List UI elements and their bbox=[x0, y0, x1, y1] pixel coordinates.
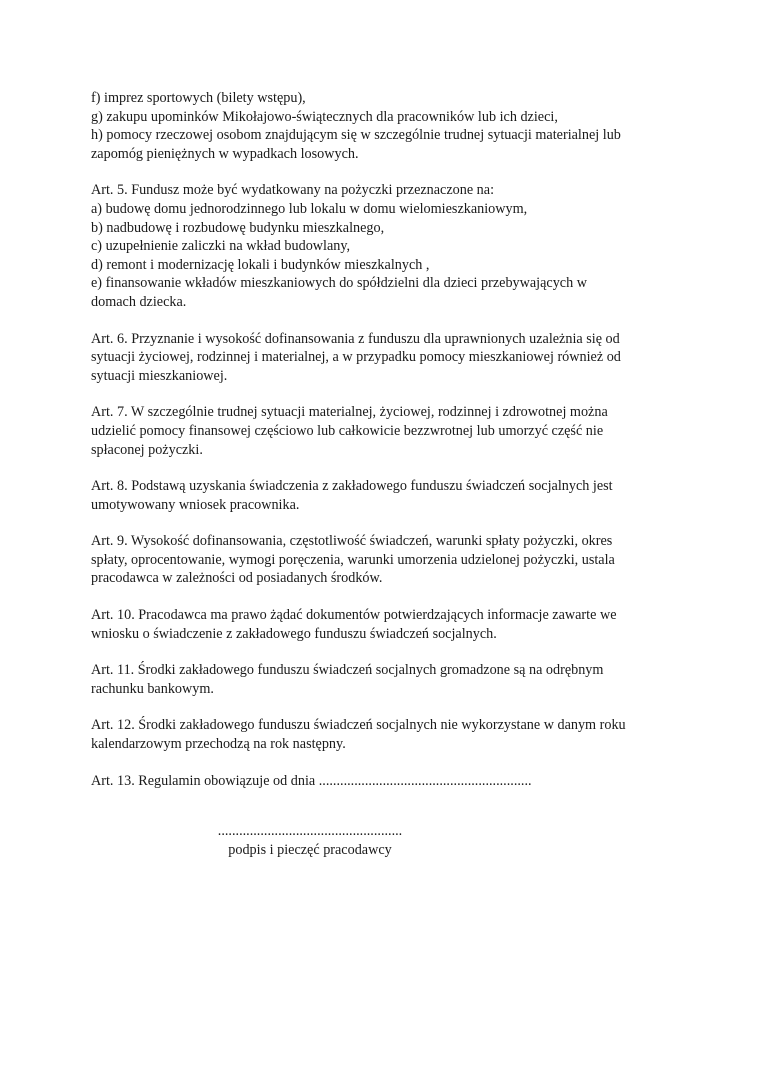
signature-block bbox=[205, 822, 415, 860]
signature-line: .................................................... bbox=[217, 823, 403, 839]
paragraph-art-13 bbox=[91, 772, 681, 791]
text-line: udzielić pomocy finansowej częściowo lub całkowicie bezzwrotnej lub umorzyć część nie bbox=[91, 422, 604, 439]
text-line: sytuacji mieszkaniowej. bbox=[91, 367, 228, 384]
text-line: Art. 6. Przyznanie i wysokość dofinansowania z funduszu dla uprawnionych uzależnia się od bbox=[91, 330, 620, 347]
text-line: pracodawca w zależności od posiadanych środków. bbox=[91, 570, 383, 587]
paragraph-art-12 bbox=[91, 716, 681, 753]
text-line: kalendarzowym przechodzą na rok następny. bbox=[91, 736, 346, 753]
text-line: Art. 7. W szczególnie trudnej sytuacji materialnej, życiowej, rodzinnej i zdrowotnej można bbox=[91, 404, 608, 421]
text-line: Art. 10. Pracodawca ma prawo żądać dokumentów potwierdzających informacje zawarte we bbox=[91, 607, 617, 624]
text-line: d) remont i modernizację lokali i budynków mieszkalnych , bbox=[91, 256, 430, 273]
signature-label: podpis i pieczęć pracodawcy bbox=[228, 842, 392, 858]
text-line: Art. 11. Środki zakładowego funduszu świadczeń socjalnych gromadzone są na odrębnym bbox=[91, 662, 604, 679]
text-line: spłaty, oprocentowanie, wymogi poręczenia, warunki umorzenia udzielonej pożyczki, ustala bbox=[91, 551, 615, 568]
text-line: zapomóg pieniężnych w wypadkach losowych. bbox=[91, 145, 359, 162]
text-line: Art. 9. Wysokość dofinansowania, częstotliwość świadczeń, warunki spłaty pożyczki, okres bbox=[91, 533, 613, 550]
text-line: spłaconej pożyczki. bbox=[91, 441, 203, 458]
text-line: rachunku bankowym. bbox=[91, 680, 214, 697]
text-line: e) finansowanie wkładów mieszkaniowych do spółdzielni dla dzieci przebywających w bbox=[91, 275, 587, 292]
text-line: Art. 13. Regulamin obowiązuje od dnia ............................................................ bbox=[91, 772, 532, 789]
text-line: Art. 12. Środki zakładowego funduszu świadczeń socjalnych nie wykorzystane w danym roku bbox=[91, 717, 626, 734]
text-line: Art. 8. Podstawą uzyskania świadczenia z zakładowego funduszu świadczeń socjalnych jest bbox=[91, 478, 613, 495]
text-line: domach dziecka. bbox=[91, 293, 187, 310]
paragraph-art-10 bbox=[91, 606, 681, 643]
text-line: f) imprez sportowych (bilety wstępu), bbox=[91, 90, 306, 106]
paragraph-art-5 bbox=[91, 181, 681, 311]
paragraph-art-8 bbox=[91, 477, 681, 514]
paragraph-art-7 bbox=[91, 403, 681, 459]
text-line: a) budowę domu jednorodzinnego lub lokalu w domu wielomieszkaniowym, bbox=[91, 200, 528, 217]
document-body bbox=[91, 89, 681, 808]
text-line: h) pomocy rzeczowej osobom znajdującym się w szczególnie trudnej sytuacji materialnej lub bbox=[91, 127, 621, 144]
paragraph-list-continuation bbox=[91, 89, 681, 163]
text-line: umotywowany wniosek pracownika. bbox=[91, 496, 300, 513]
text-line: c) uzupełnienie zaliczki na wkład budowlany, bbox=[91, 238, 351, 255]
text-line: sytuacji życiowej, rodzinnej i materialnej, a w przypadku pomocy mieszkaniowej również od bbox=[91, 349, 621, 366]
text-line: b) nadbudowę i rozbudowę budynku mieszkalnego, bbox=[91, 219, 385, 236]
text-line: Art. 5. Fundusz może być wydatkowany na pożyczki przeznaczone na: bbox=[91, 182, 495, 199]
paragraph-art-6 bbox=[91, 330, 681, 386]
text-line: g) zakupu upominków Mikołajowo-świątecznych dla pracowników lub ich dzieci, bbox=[91, 108, 558, 125]
text-line: wniosku o świadczenie z zakładowego funduszu świadczeń socjalnych. bbox=[91, 625, 497, 642]
paragraph-art-11 bbox=[91, 661, 681, 698]
paragraph-art-9 bbox=[91, 532, 681, 588]
